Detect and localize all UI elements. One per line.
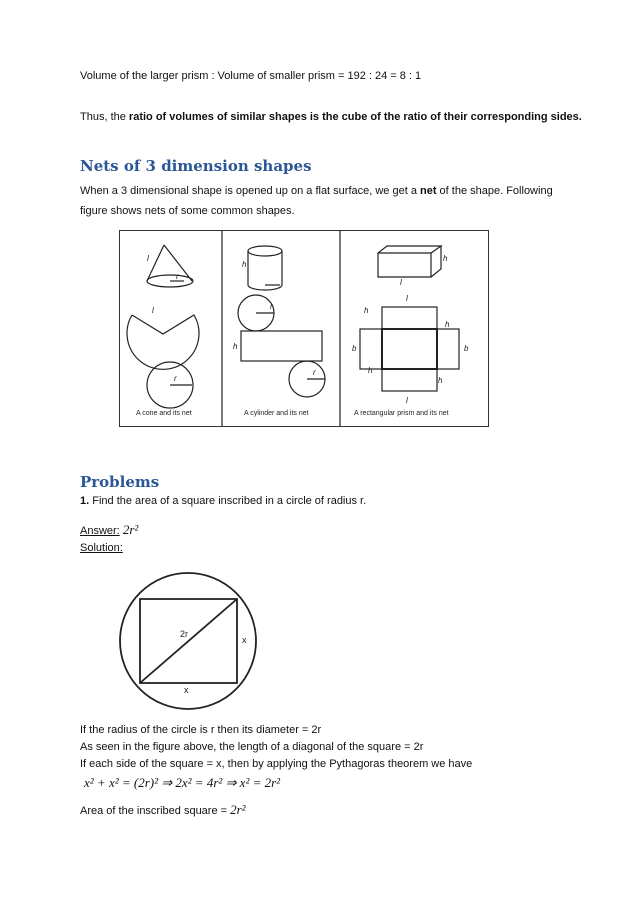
- label-h-net-bottom-right: h: [438, 376, 443, 385]
- label-h-net-right: h: [445, 320, 450, 329]
- prism-shape: [378, 246, 441, 277]
- nets-paragraph-line-2: figure shows nets of some common shapes.: [80, 205, 295, 217]
- label-h-net-bottom: h: [368, 366, 373, 375]
- label-h-net-left: h: [364, 306, 369, 315]
- label-l-net-bottom: l: [406, 396, 408, 405]
- area-value: 2r²: [230, 802, 246, 817]
- label-b-net-left: b: [352, 344, 357, 353]
- nets-para-text-2: of the shape. Following: [436, 185, 553, 197]
- caption-cylinder: A cylinder and its net: [244, 410, 309, 417]
- problems-heading: Problems: [80, 473, 160, 491]
- pythagoras-equation: x² + x² = (2r)² ⇒ 2x² = 4r² ⇒ x² = 2r²: [84, 775, 281, 790]
- cylinder-shape: [248, 246, 282, 290]
- answer-label: Answer:: [80, 525, 120, 537]
- label-h-prism: h: [443, 254, 448, 263]
- solution-line-2: As seen in the figure above, the length of a diagonal of the square = 2r: [80, 741, 424, 753]
- caption-prism: A rectangular prism and its net: [354, 410, 449, 417]
- solution-line-3: If each side of the square = x, then by applying the Pythagoras theorem we have: [80, 758, 473, 770]
- net-keyword: net: [420, 185, 437, 197]
- diagonal-label: 2r: [180, 629, 189, 639]
- cylinder-net: [238, 295, 325, 397]
- thus-bold: ratio of volumes of similar shapes is the cube of the ratio of their corresponding sides.: [128, 111, 582, 123]
- nets-figure-svg: [120, 231, 488, 426]
- label-r: r: [176, 272, 179, 281]
- side-label-bottom: x: [184, 685, 189, 695]
- label-r-bottom: r: [313, 368, 316, 377]
- answer-value: 2r²: [122, 522, 139, 537]
- label-h-net: h: [233, 342, 238, 351]
- area-line: [80, 802, 246, 818]
- label-r-net: r: [174, 374, 177, 383]
- diagonal-line: [140, 599, 237, 683]
- problem-1-question: [80, 495, 366, 507]
- area-label: Area of the inscribed square =: [80, 805, 231, 817]
- label-h: h: [242, 260, 247, 269]
- label-l: l: [147, 254, 149, 263]
- label-b-net-right: b: [464, 344, 469, 353]
- inscribed-square-diagram: [118, 565, 270, 717]
- solution-line-1: If the radius of the circle is r then its diameter = 2r: [80, 724, 322, 736]
- label-l-net: l: [152, 306, 154, 315]
- thus-line: [80, 111, 582, 123]
- thus-prefix: Thus, the: [80, 111, 129, 123]
- cone-net-sector: [127, 315, 199, 408]
- nets-figure: [119, 230, 489, 427]
- solution-label: Solution:: [80, 542, 123, 554]
- problem-number: 1.: [80, 495, 90, 507]
- problem-text: Find the area of a square inscribed in a circle of radius r.: [89, 495, 367, 507]
- volume-ratio-line: Volume of the larger prism : Volume of smaller prism = 192 : 24 = 8 : 1: [80, 70, 422, 82]
- nets-para-text: When a 3 dimensional shape is opened up on a flat surface, we get a: [80, 185, 420, 197]
- label-r-top: r: [270, 302, 273, 311]
- nets-paragraph-line-1: [80, 185, 553, 197]
- label-l-net-top: l: [406, 294, 408, 303]
- side-label-right: x: [242, 635, 247, 645]
- label-l-prism: l: [400, 278, 402, 287]
- caption-cone: A cone and its net: [136, 410, 192, 417]
- cone-shape: [147, 245, 193, 287]
- answer-line: [80, 522, 138, 538]
- nets-heading: Nets of 3 dimension shapes: [80, 157, 312, 175]
